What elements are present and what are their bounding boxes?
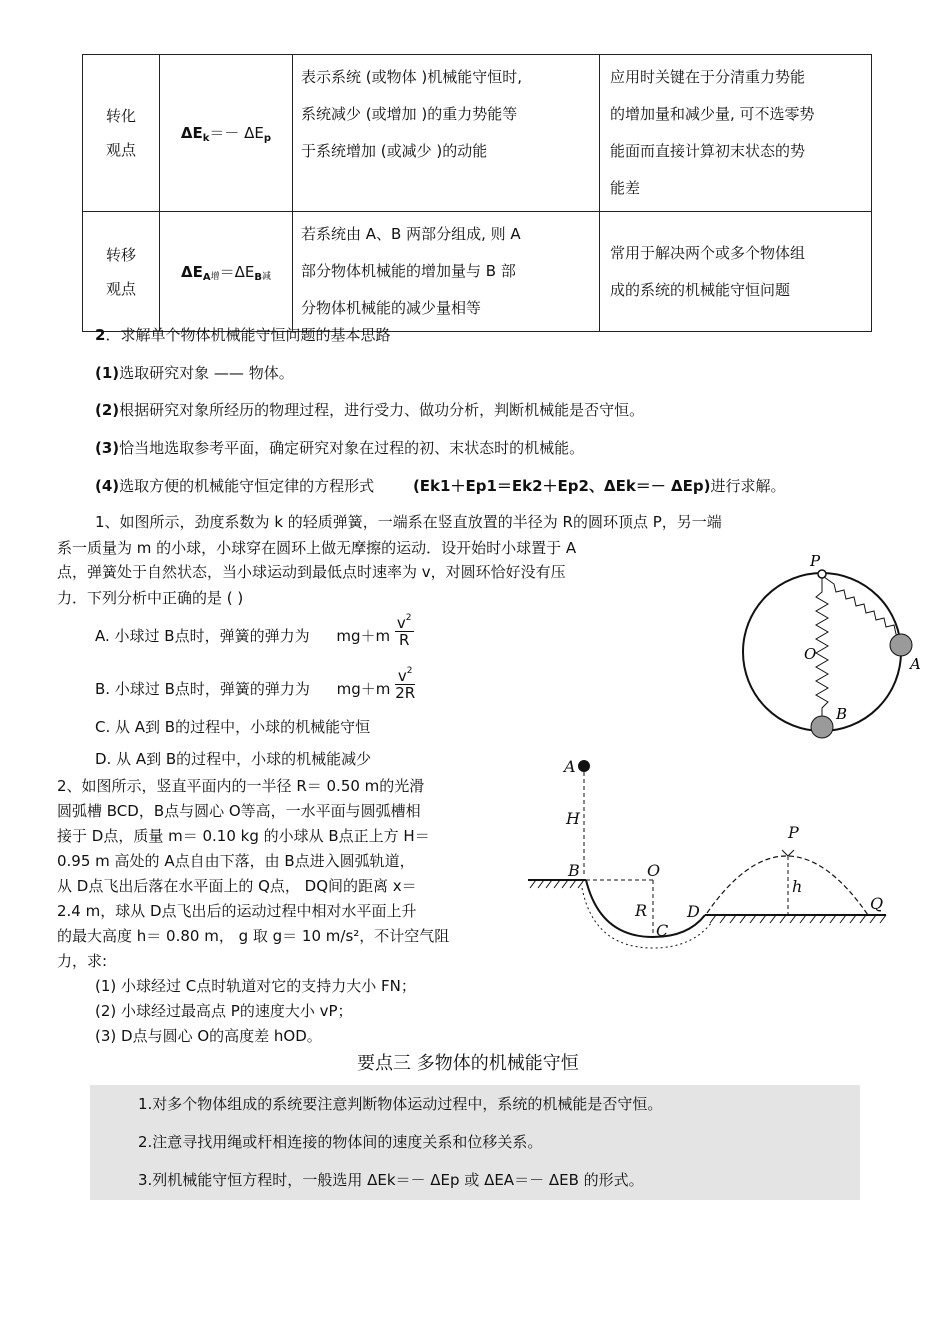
q1-line: 1、如图所示，劲度系数为 k 的轻质弹簧，一端系在竖直放置的半径为 R的圆环顶点 P，另一端 [95,513,722,531]
pivot-p [818,570,826,578]
views-table [82,54,872,332]
q1-option-b [95,665,416,702]
formula-part: ΔE [180,262,203,281]
label-o: O [647,861,661,880]
spring-pb [816,578,828,717]
table-row [83,55,872,212]
note-line: 成的系统的机械能守恒问题 [610,280,791,299]
label-a: A [910,655,921,673]
q2-line: 圆弧槽 BCD，B点与圆心 O等高，一水平面与圆弧槽相 [57,802,421,820]
step-number: (4) [95,477,120,495]
label-line: 转化 [105,107,136,125]
desc-line: 分物体机械能的减少量相等 [301,299,482,317]
formula-part: ＝－ ΔE [209,124,264,142]
fraction-exponent: 2 [406,665,413,676]
option-expr: mg＋m [336,680,391,698]
step-text: 选取研究对象 —— 物体。 [119,364,294,382]
left-ground-hatch [530,880,584,888]
row-formula [160,212,293,332]
formula-sub: k [202,133,210,144]
row-description [293,55,600,212]
q2-line: 力，求: [57,952,108,970]
desc-line: 表示系统 (或物体 )机械能守恒时, [301,68,523,86]
q2-line: 2.4 m，球从 D点飞出后的运动过程中相对水平面上升 [57,902,417,920]
label-a: A [564,757,576,776]
note-line: 能差 [610,179,641,197]
ball-a [890,634,912,656]
label-q: Q [870,894,884,913]
option-fraction [395,663,415,701]
step-text: 选取方便的机械能守恒定律的方程形式 [119,477,375,495]
fraction-denominator: 2R [395,683,416,702]
label-line: 观点 [105,279,136,298]
step-1 [95,362,294,383]
ball-b [811,716,833,738]
formula-sub: B [254,271,262,283]
label-b: B [568,861,580,880]
q2-subquestion: (3) D点与圆心 O的高度差 hOD。 [95,1027,322,1045]
formula-part: ΔE [180,124,203,142]
desc-line: 若系统由 A、B 两部分组成, 则 A [301,225,521,243]
q1-line: 系一质量为 m 的小球，小球穿在圆环上做无摩擦的运动．设开始时小球置于 A [57,539,577,557]
step-number: (1) [95,364,120,382]
option-expr: mg＋m [336,627,391,645]
option-text: B. 小球过 B点时，弹簧的弹力为 [95,680,310,698]
formula-sub: 增 [210,271,220,282]
summary-item: 1.对多个物体组成的系统要注意判断物体运动过程中，系统的机械能是否守恒。 [138,1095,663,1113]
q1-option-a [95,612,414,649]
step-2 [95,399,644,420]
section2-heading [95,324,390,345]
label-p: P [810,552,821,570]
formula-sub: A [202,271,211,283]
q1-line: 点，弹簧处于自然状态，当小球运动到最低点时速率为 v，对圆环恰好没有压 [57,563,566,581]
right-ground-hatch [710,915,886,923]
q2-subquestion: (1) 小球经过 C点时轨道对它的支持力大小 FN； [95,977,416,995]
q2-line: 从 D点飞出后落在水平面上的 Q点， DQ间的距离 x＝ [57,877,417,895]
formula-part: ＝ΔE [219,262,255,281]
option-text: A. 小球过 B点时，弹簧的弹力为 [95,627,310,645]
heading-number: 2 [95,326,106,344]
ball-a [578,760,590,772]
summary-item: 3.列机械能守恒方程时，一般选用 ΔEk＝－ ΔEp 或 ΔEA＝－ ΔEB 的形式。 [138,1171,644,1189]
row-note [600,55,872,212]
note-line: 能面而直接计算初末状态的势 [610,142,806,160]
label-d: D [687,902,700,921]
q1-option-d: D. 从 A到 B的过程中，小球的机械能减少 [95,750,372,768]
desc-line: 系统减少 (或增加 )的重力势能等 [301,105,518,123]
note-line: 应用时关键在于分清重力势能 [610,68,806,86]
note-line: 的增加量和减少量, 可不选零势 [610,105,815,123]
desc-line: 于系统增加 (或减少 )的动能 [301,142,488,160]
desc-line: 部分物体机械能的增加量与 B 部 [301,262,516,280]
fraction-numerator: v [397,666,407,685]
formula-sub: p [263,133,272,144]
q2-line: 接于 D点，质量 m＝ 0.10 kg 的小球从 B点正上方 H＝ [57,827,430,845]
step-text: 恰当地选取参考平面，确定研究对象在过程的初、末状态时的机械能。 [119,439,585,457]
step-number: (3) [95,439,120,457]
row-description [293,212,600,332]
fraction-numerator: v [396,613,406,632]
q1-option-c: C. 从 A到 B的过程中，小球的机械能守恒 [95,718,371,736]
q2-line: 2、如图所示，竖直平面内的一半径 R＝ 0.50 m的光滑 [57,777,425,795]
label-line: 观点 [105,141,136,159]
note-line: 常用于解决两个或多个物体组 [610,243,806,262]
row-note [600,212,872,332]
section3-title: 要点三 多物体的机械能守恒 [357,1053,579,1074]
step-number: (2) [95,401,120,419]
label-h-small: h [792,877,803,896]
row-label [83,212,160,332]
step-text: 进行求解。 [710,477,786,495]
label-c: C [656,921,669,940]
fraction-exponent: 2 [405,612,412,623]
summary-box [90,1085,860,1200]
label-b: B [836,705,848,723]
row-formula [160,55,293,212]
label-p: P [788,823,799,842]
option-fraction [395,610,414,648]
step-formula: (Ek1＋Ep1＝Ek2＋Ep2、ΔEk＝－ ΔEp) [412,477,711,495]
q2-line: 0.95 m 高处的 A点自由下落，由 B点进入圆弧轨道， [57,852,415,870]
q2-line: 的最大高度 h＝ 0.80 m， g 取 g＝ 10 m/s²，不计空气阻 [57,927,450,945]
step-4 [95,475,786,496]
table-row [83,212,872,332]
label-line: 转移 [105,245,136,264]
step-3 [95,437,584,458]
q2-subquestion: (2) 小球经过最高点 P的速度大小 vP； [95,1002,353,1020]
heading-text: ．求解单个物体机械能守恒问题的基本思路 [105,326,391,344]
q1-line: 力．下列分析中正确的是 ( ) [57,589,244,607]
summary-item: 2.注意寻找用绳或杆相连接的物体间的速度关系和位移关系。 [138,1133,543,1151]
label-r: R [635,901,648,920]
row-label [83,55,160,212]
fraction-denominator: R [399,630,410,649]
apex-mark [782,850,794,856]
step-text: 根据研究对象所经历的物理过程，进行受力、做功分析，判断机械能是否守恒。 [119,401,645,419]
label-h-big: H [566,809,580,828]
label-o: O [804,645,817,663]
ring-spring-figure [738,552,928,747]
groove-figure [520,752,890,962]
formula-sub: 减 [261,271,271,282]
